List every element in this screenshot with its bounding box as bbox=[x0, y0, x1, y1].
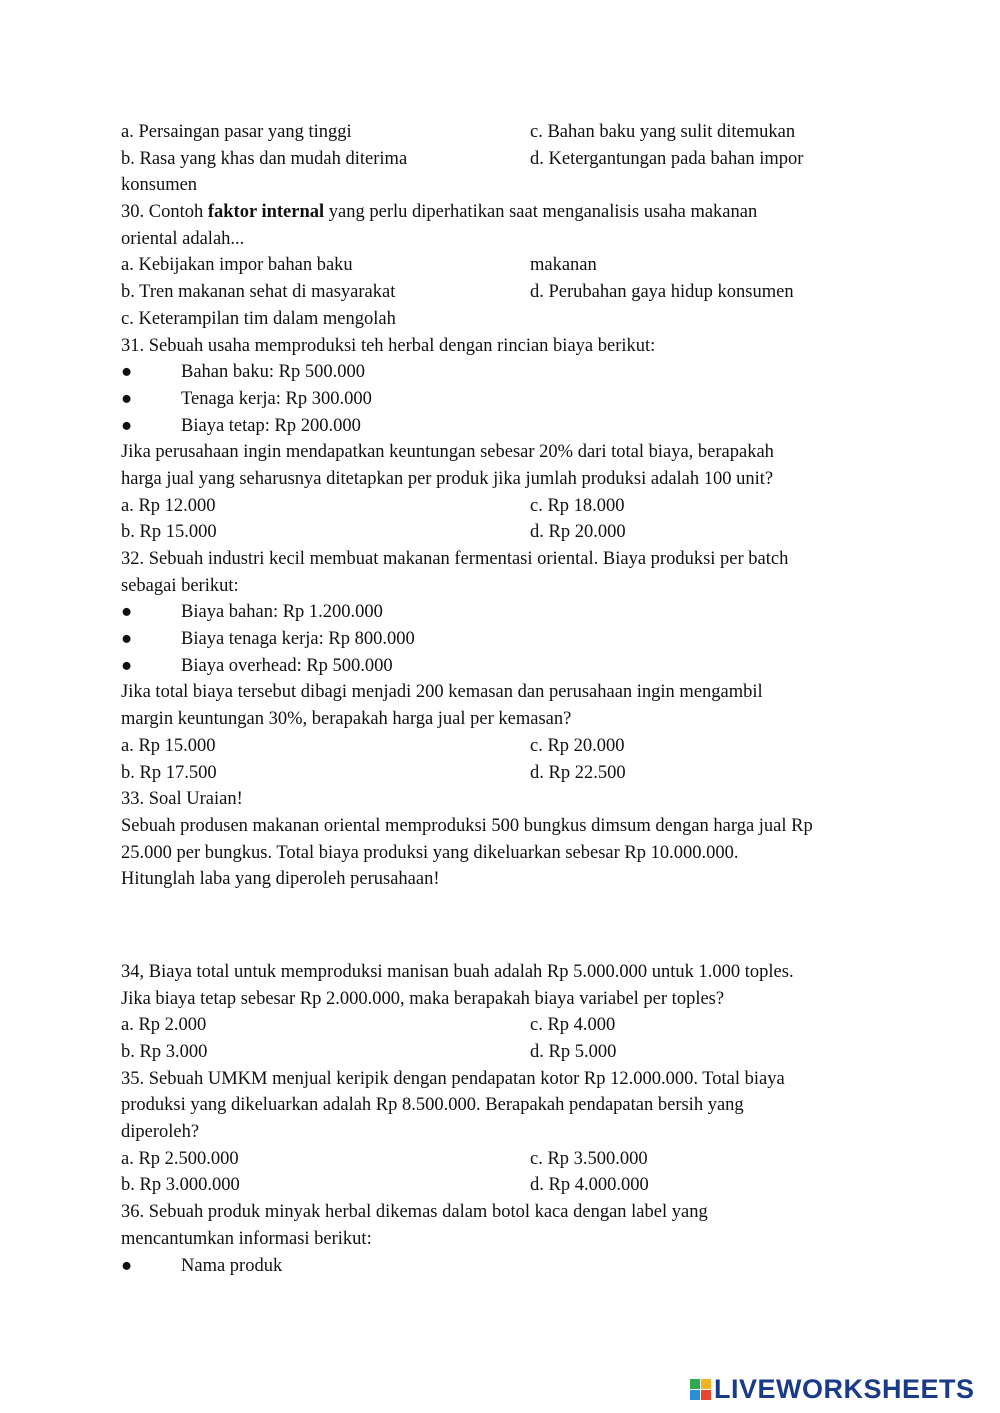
q32-question-line-4: margin keuntungan 30%, berapakah harga jual per kemasan? bbox=[121, 709, 572, 730]
q35-options-row-2 bbox=[121, 1172, 891, 1199]
bullet-icon: ● bbox=[121, 629, 133, 650]
q32-option-a[interactable]: a. Rp 15.000 bbox=[121, 735, 216, 756]
q32-option-b[interactable]: b. Rp 17.500 bbox=[121, 762, 217, 783]
q35-options-row-1 bbox=[121, 1146, 891, 1173]
q31-option-b[interactable]: b. Rp 15.000 bbox=[121, 522, 217, 543]
q35-option-b[interactable]: b. Rp 3.000.000 bbox=[121, 1175, 240, 1196]
q30-option-a[interactable]: a. Kebijakan impor bahan baku bbox=[121, 255, 353, 276]
q30-question-line-1 bbox=[121, 199, 891, 226]
liveworksheets-logo-text: LIVEWORKSHEETS bbox=[714, 1373, 975, 1404]
q34-option-a[interactable]: a. Rp 2.000 bbox=[121, 1015, 207, 1036]
q30-option-c[interactable]: c. Keterampilan tim dalam mengolah bbox=[121, 308, 396, 329]
q30-option-d[interactable]: d. Perubahan gaya hidup konsumen bbox=[530, 282, 794, 303]
q32-bullet-item bbox=[121, 626, 891, 653]
q31-bullet-text: Biaya tetap: Rp 200.000 bbox=[181, 415, 361, 436]
bullet-icon: ● bbox=[121, 415, 133, 436]
q33-question-line-1: Sebuah produsen makanan oriental memproduksi 500 bungkus dimsum dengan harga jual Rp bbox=[121, 815, 813, 836]
q32-options-row-2 bbox=[121, 760, 891, 787]
q30-option-c-continuation: makanan bbox=[530, 255, 597, 276]
q31-bullet-item bbox=[121, 386, 891, 413]
q36-question-line-2: mencantumkan informasi berikut: bbox=[121, 1228, 372, 1249]
q29-option-a[interactable]: a. Persaingan pasar yang tinggi bbox=[121, 122, 352, 142]
q29-option-b-continuation bbox=[121, 172, 891, 199]
q33-title: 33. Soal Uraian! bbox=[121, 789, 243, 810]
bullet-icon: ● bbox=[121, 362, 133, 383]
q34-question-line-1: 34, Biaya total untuk memproduksi manisan buah adalah Rp 5.000.000 untuk 1.000 toples. bbox=[121, 961, 794, 982]
q35-option-d[interactable]: d. Rp 4.000.000 bbox=[530, 1175, 649, 1196]
q31-option-a[interactable]: a. Rp 12.000 bbox=[121, 495, 216, 516]
bullet-icon: ● bbox=[121, 1255, 133, 1276]
q32-bullet-text: Biaya bahan: Rp 1.200.000 bbox=[181, 602, 383, 623]
q36-question-line-1: 36. Sebuah produk minyak herbal dikemas dalam botol kaca dengan label yang bbox=[121, 1202, 708, 1223]
q31-options-row-1 bbox=[121, 493, 891, 520]
q34-option-d[interactable]: d. Rp 5.000 bbox=[530, 1042, 617, 1062]
q34-options-row-2 bbox=[121, 1039, 891, 1066]
q33-question-line-3: Hitunglah laba yang diperoleh perusahaan! bbox=[121, 869, 440, 890]
liveworksheets-logo[interactable] bbox=[690, 1374, 975, 1404]
q36-bullet-item bbox=[121, 1253, 891, 1280]
logo-square bbox=[701, 1379, 711, 1389]
liveworksheets-logo-icon bbox=[690, 1379, 711, 1400]
q32-question-line-3: Jika total biaya tersebut dibagi menjadi 200 kemasan dan perusahaan ingin mengambil bbox=[121, 682, 763, 703]
q32-bullet-item bbox=[121, 653, 891, 680]
q32-bullet-item bbox=[121, 599, 891, 626]
q35-question-line-1: 35. Sebuah UMKM menjual keripik dengan pendapatan kotor Rp 12.000.000. Total biaya bbox=[121, 1068, 785, 1089]
q30-options-row-1 bbox=[121, 252, 891, 279]
q35-option-a[interactable]: a. Rp 2.500.000 bbox=[121, 1148, 239, 1169]
q33-question-line-2: 25.000 per bungkus. Total biaya produksi yang dikeluarkan sebesar Rp 10.000.000. bbox=[121, 842, 739, 863]
q34-option-c[interactable]: c. Rp 4.000 bbox=[530, 1015, 616, 1036]
bullet-icon: ● bbox=[121, 655, 133, 676]
q34-options-row-1 bbox=[121, 1012, 891, 1039]
q32-bullet-text: Biaya tenaga kerja: Rp 800.000 bbox=[181, 629, 415, 650]
q34-option-b[interactable]: b. Rp 3.000 bbox=[121, 1042, 208, 1062]
q32-option-c[interactable]: c. Rp 20.000 bbox=[530, 735, 625, 756]
q31-option-c[interactable]: c. Rp 18.000 bbox=[530, 495, 625, 516]
logo-square bbox=[701, 1390, 711, 1400]
q30-suffix: yang perlu diperhatikan saat menganalisis usaha makanan bbox=[324, 202, 758, 223]
q31-question-line-2: Jika perusahaan ingin mendapatkan keuntungan sebesar 20% dari total biaya, berapakah bbox=[121, 442, 774, 463]
q36-bullet-text: Nama produk bbox=[181, 1255, 283, 1276]
q35-option-c[interactable]: c. Rp 3.500.000 bbox=[530, 1148, 648, 1169]
q32-question-line-1: 32. Sebuah industri kecil membuat makanan fermentasi oriental. Biaya produksi per batch bbox=[121, 549, 789, 569]
q29-option-c[interactable]: c. Bahan baku yang sulit ditemukan bbox=[530, 122, 796, 142]
q35-question-line-2: produksi yang dikeluarkan adalah Rp 8.500.000. Berapakah pendapatan bersih yang bbox=[121, 1095, 744, 1116]
q30-options-row-2 bbox=[121, 279, 891, 306]
bullet-icon: ● bbox=[121, 388, 133, 409]
logo-square bbox=[690, 1379, 700, 1389]
q30-question-line-2: oriental adalah... bbox=[121, 228, 245, 249]
q31-options-row-2 bbox=[121, 519, 891, 546]
q31-option-d[interactable]: d. Rp 20.000 bbox=[530, 522, 626, 543]
q29-option-d[interactable]: d. Ketergantungan pada bahan impor bbox=[530, 148, 804, 169]
q35-question-line-3: diperoleh? bbox=[121, 1122, 200, 1143]
q32-options-row-1 bbox=[121, 733, 891, 760]
q30-prefix: 30. Contoh bbox=[121, 202, 208, 223]
q31-bullet-text: Bahan baku: Rp 500.000 bbox=[181, 362, 365, 383]
bullet-icon: ● bbox=[121, 602, 133, 623]
q29-option-b[interactable]: b. Rasa yang khas dan mudah diterima bbox=[121, 148, 408, 169]
worksheet-page bbox=[121, 119, 891, 1279]
q29-option-b-cont-text: konsumen bbox=[121, 175, 198, 196]
q31-bullet-item bbox=[121, 413, 891, 440]
q32-option-d[interactable]: d. Rp 22.500 bbox=[530, 762, 626, 783]
q30-options-row-3 bbox=[121, 306, 891, 333]
q31-bullet-item bbox=[121, 359, 891, 386]
q31-question-line-1: 31. Sebuah usaha memproduksi teh herbal dengan rincian biaya berikut: bbox=[121, 335, 656, 356]
q31-question-line-3: harga jual yang seharusnya ditetapkan per produk jika jumlah produksi adalah 100 unit? bbox=[121, 468, 774, 489]
q32-bullet-text: Biaya overhead: Rp 500.000 bbox=[181, 655, 393, 676]
q30-bold-term: faktor internal bbox=[207, 202, 325, 223]
q34-question-line-2: Jika biaya tetap sebesar Rp 2.000.000, maka berapakah biaya variabel per toples? bbox=[121, 988, 725, 1009]
q30-option-b[interactable]: b. Tren makanan sehat di masyarakat bbox=[121, 282, 396, 303]
q33-answer-space[interactable] bbox=[121, 893, 891, 959]
q29-options-row-2 bbox=[121, 146, 891, 173]
q31-bullet-text: Tenaga kerja: Rp 300.000 bbox=[181, 388, 372, 409]
logo-square bbox=[690, 1390, 700, 1400]
q32-question-line-2: sebagai berikut: bbox=[121, 575, 239, 596]
q29-options-row-1 bbox=[121, 119, 891, 146]
